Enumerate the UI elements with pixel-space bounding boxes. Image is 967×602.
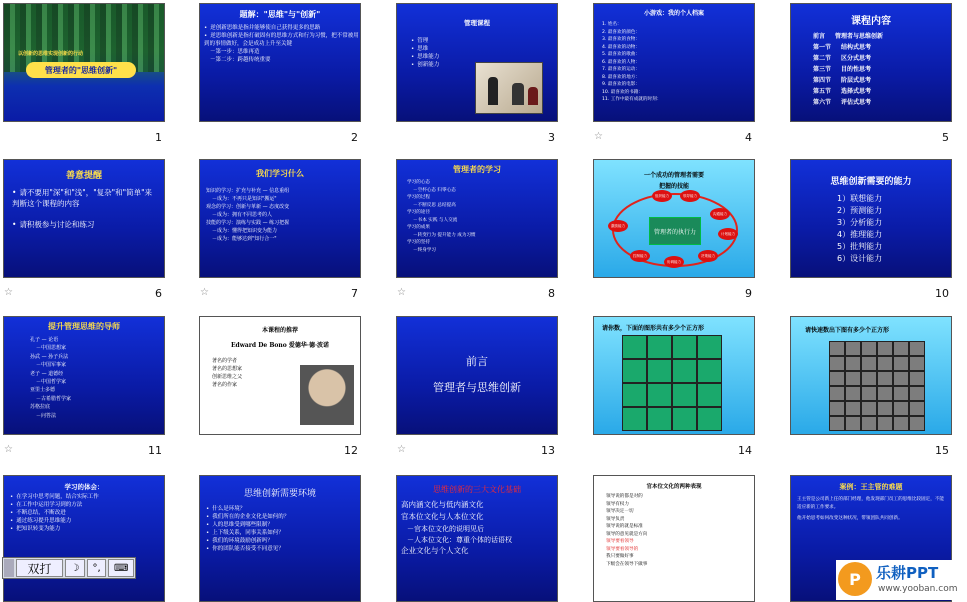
bullet: 企业文化与个人文化 bbox=[401, 546, 469, 555]
list-item: 2. 最喜欢的颜色： bbox=[602, 29, 641, 35]
bullet: • 不断总结，不断改进 bbox=[10, 509, 158, 517]
list-item: 领导的意见就是方向 bbox=[606, 531, 648, 537]
list-item: －中国哲学家 bbox=[36, 379, 67, 386]
meeting-photo bbox=[475, 62, 543, 114]
slide-title: 本课程的推荐 bbox=[261, 327, 298, 334]
ability-item: 3）分析能力 bbox=[837, 218, 883, 227]
list-item: －不断反思 总结提高 bbox=[413, 202, 456, 208]
square-grid bbox=[829, 341, 925, 431]
slide-title: 题解："思维"与"创新" bbox=[239, 10, 321, 19]
transition-icon[interactable]: ☆ bbox=[4, 287, 13, 298]
list-item: －转变行为 提升能力 成为习惯 bbox=[413, 232, 476, 238]
slide-thumbnail-1[interactable] bbox=[3, 3, 165, 122]
slide-title: 管理者的"思维创新" bbox=[26, 62, 136, 78]
slide-number: 14 bbox=[738, 444, 752, 457]
slide-title: 前言 bbox=[466, 355, 488, 368]
moon-icon[interactable]: ☽ bbox=[65, 559, 85, 577]
list-item: 6. 最喜欢的人物： bbox=[602, 59, 641, 65]
ime-toolbar[interactable] bbox=[2, 557, 136, 579]
bullet: • 逆思维创新是指打破固有的思维方式和行为习惯，把不常被用到的事情做好，会是成功上升至关键 bbox=[204, 32, 360, 48]
section-title: 阶层式思考 bbox=[841, 77, 872, 84]
slide-number: 15 bbox=[935, 444, 949, 457]
list-item: 4. 最喜欢的动物： bbox=[602, 44, 641, 50]
bullet: 创新思维之父 bbox=[212, 374, 243, 380]
section-title: 管理者与思维创新 bbox=[835, 33, 884, 40]
list-item: 技能的学习：演练与实践 — 练习把握 bbox=[206, 220, 290, 226]
list-item: 观念的学习：创新与革新 — 态度改变 bbox=[206, 204, 290, 210]
slide-subtitle: Edward De Bono 爱德华·德·波诺 bbox=[230, 342, 330, 349]
list-item: 7. 最喜欢的运动： bbox=[602, 67, 641, 72]
skill-node: 控制能力 bbox=[630, 250, 650, 262]
paragraph: 王主管是公司新上任的部门经理，他发现部门员工的思维比较固定，不能适应新的工作要求。 bbox=[797, 497, 945, 510]
skill-node: 组织能力 bbox=[652, 190, 672, 202]
list-item: 10. 最喜欢的书籍： bbox=[602, 89, 643, 95]
list-item: －成为：不再只是知识"搬运" bbox=[212, 196, 277, 202]
list-item: 孙武 — 孙子兵法 bbox=[30, 353, 69, 360]
slide-thumbnail-6[interactable] bbox=[3, 159, 165, 278]
list-item: －书本 实践 与人交流 bbox=[413, 217, 458, 223]
portrait-photo bbox=[300, 365, 354, 425]
section-label: 第三节 bbox=[813, 66, 832, 73]
list-item: －终身学习 bbox=[413, 247, 436, 253]
bullet: • 请积极参与讨论和练习 bbox=[12, 219, 156, 230]
slide-title: 小游戏：我的个人档案 bbox=[643, 10, 704, 17]
section-title: 选择式思考 bbox=[841, 88, 872, 95]
section-label: 第五节 bbox=[813, 88, 832, 95]
skill-node: 沟通能力 bbox=[710, 208, 730, 220]
transition-icon[interactable]: ☆ bbox=[594, 131, 603, 142]
list-item: 孔子 — 论语 bbox=[30, 337, 59, 343]
list-item: 学习的成果 bbox=[407, 225, 430, 230]
slide-number: 12 bbox=[344, 444, 358, 457]
slide-number: 7 bbox=[351, 287, 358, 300]
list-item: 3. 最喜欢的食物： bbox=[602, 37, 641, 42]
section-title: 结构式思考 bbox=[841, 44, 872, 51]
transition-icon[interactable]: ☆ bbox=[200, 287, 209, 298]
list-item: 领导说的都是对的 bbox=[606, 494, 643, 499]
slide-number: 10 bbox=[935, 287, 949, 300]
slide-thumbnail-9[interactable] bbox=[593, 159, 755, 278]
ability-item: 1）联想能力 bbox=[837, 194, 883, 203]
section-title: 目的性思考 bbox=[841, 66, 872, 73]
bullet: • 创新能力 bbox=[411, 61, 557, 69]
slide-number: 8 bbox=[548, 287, 555, 300]
slide-thumbnail-12[interactable] bbox=[199, 316, 361, 435]
slide-number: 1 bbox=[155, 131, 162, 144]
slide-title: 请快速数出下图有多少个正方形 bbox=[805, 327, 890, 334]
skill-node: 决策能力 bbox=[698, 250, 718, 262]
slide-number: 11 bbox=[148, 444, 162, 457]
bullet: 官本位文化与人本位文化 bbox=[401, 512, 484, 521]
transition-icon[interactable]: ☆ bbox=[397, 287, 406, 298]
bullet: 著名的思想家 bbox=[212, 366, 243, 372]
slide-thumbnail-14[interactable] bbox=[593, 316, 755, 435]
slide-thumbnail-19[interactable] bbox=[593, 475, 755, 602]
ability-item: 6）设计能力 bbox=[837, 254, 883, 263]
list-item: 亚里士多德 bbox=[30, 387, 56, 394]
section-title: 评估式思考 bbox=[841, 99, 872, 106]
sub-bullet: －第一步：思维再造 bbox=[210, 49, 260, 55]
slide-thumbnail-2[interactable] bbox=[199, 3, 361, 122]
list-item: 领导决定一切 bbox=[606, 509, 634, 514]
paragraph: 他开始思考如何改变这种状况，带领团队共同创新。 bbox=[797, 516, 903, 521]
slide-thumbnail-4[interactable] bbox=[593, 3, 755, 122]
bullet: • 上下级关系，同事关系如何？ bbox=[206, 529, 354, 537]
list-item: 领导负责 bbox=[606, 516, 625, 522]
bullet: 著名的学者 bbox=[212, 358, 238, 364]
bullet: • 思维 bbox=[411, 45, 557, 53]
list-item: 我只要做好事 bbox=[606, 554, 634, 559]
ability-item: 5）批判能力 bbox=[837, 242, 883, 251]
bullet: • 管理 bbox=[411, 37, 557, 45]
bullet: • 什么是环境？ bbox=[206, 505, 354, 513]
slide-number: 9 bbox=[745, 287, 752, 300]
watermark-logo bbox=[836, 560, 964, 600]
list-item: 学习的过程 bbox=[407, 195, 430, 200]
list-item: －中国思想家 bbox=[36, 345, 67, 352]
ability-item: 2）预测能力 bbox=[837, 206, 883, 215]
bullet: • 逆创新思维是指并能够使自己获得更多的思路 bbox=[204, 24, 360, 32]
list-item: 领导要看领导 bbox=[606, 539, 634, 544]
ability-item: 4）推理能力 bbox=[837, 230, 883, 239]
bullet: 高内涵文化与低内涵文化 bbox=[401, 500, 484, 509]
slide-title: 我们学习什么 bbox=[256, 169, 304, 178]
square-grid bbox=[622, 335, 722, 431]
slide-title: 官本位文化的两种表现 bbox=[646, 484, 702, 490]
bullet: • 通过练习提升思维能力 bbox=[10, 517, 158, 525]
skill-node: 协调能力 bbox=[664, 256, 684, 268]
section-label: 第一节 bbox=[813, 44, 832, 51]
slide-thumbnail-18[interactable] bbox=[396, 475, 558, 602]
list-item: 知识的学习：扩充与补充 — 信息重组 bbox=[206, 188, 290, 194]
slide-number: 13 bbox=[541, 444, 555, 457]
sub-bullet: －第二步：跨越传统重要 bbox=[210, 57, 271, 63]
bullet: • 在工作中运用学习到的方法 bbox=[10, 501, 158, 509]
list-item: 11. 工作中最有成就的时刻： bbox=[602, 97, 662, 102]
section-title: 区分式思考 bbox=[841, 55, 872, 62]
slide-title: 提升管理思维的导师 bbox=[48, 322, 120, 331]
slide-thumbnail-13[interactable] bbox=[396, 316, 558, 435]
list-item: 学习的心态 bbox=[407, 180, 430, 185]
slide-subtitle: 把握的技能 bbox=[658, 183, 689, 190]
bullet: • 在学习中思考问题，结合实际工作 bbox=[10, 493, 158, 501]
slide-title: 一个成功的管理者需要 bbox=[643, 172, 704, 179]
slide-number: 6 bbox=[155, 287, 162, 300]
keyboard-icon[interactable]: ⌨ bbox=[108, 559, 134, 577]
slide-thumbnail-5[interactable] bbox=[790, 3, 952, 122]
slide-thumbnail-17[interactable] bbox=[199, 475, 361, 602]
slide-subtitle: 管理者与思维创新 bbox=[433, 381, 521, 394]
sub-bullet: －官本位文化的说明见后 bbox=[407, 525, 484, 533]
slide-thumbnail-15[interactable] bbox=[790, 316, 952, 435]
bullet: • 你的团队能否接受不同意见？ bbox=[206, 545, 354, 553]
list-item: －空杯心态 归零心态 bbox=[413, 187, 456, 193]
slide-number: 3 bbox=[548, 131, 555, 144]
bullet: • 把知识转变为能力 bbox=[10, 525, 158, 533]
bullet: • 我们的环境鼓励创新吗？ bbox=[206, 537, 354, 545]
list-item: 学习的坚持 bbox=[407, 240, 430, 245]
slide-title: 请你数，下面的图形共有多少个正方形 bbox=[602, 325, 705, 332]
list-item: 8. 最喜欢的地方： bbox=[602, 74, 641, 80]
skill-node: 激励能力 bbox=[608, 220, 628, 232]
slide-thumbnail-16[interactable] bbox=[3, 475, 165, 602]
list-item: 9. 最喜欢的电影： bbox=[602, 82, 641, 87]
bullet: • 请不要用"深"和"浅"，"复杂"和"简单"来判断这个课程的内容 bbox=[12, 187, 156, 209]
section-label: 第六节 bbox=[813, 99, 832, 106]
slide-subtitle: 以创新的思维实现创新的行动 bbox=[18, 51, 84, 57]
ime-mode-button[interactable]: 双打 bbox=[16, 559, 63, 577]
list-item: 领导说的就是标准 bbox=[606, 524, 643, 529]
center-node: 管理者的执行力 bbox=[649, 217, 701, 245]
list-item: 苏格拉底 bbox=[30, 404, 51, 411]
slide-title: 管理课程 bbox=[464, 19, 490, 27]
skill-node: 计划能力 bbox=[718, 228, 738, 240]
slide-title: 善意提醒 bbox=[65, 171, 102, 181]
slide-title: 思维创新需要环境 bbox=[243, 489, 316, 499]
bullet: • 我们所在的企业文化是如何的？ bbox=[206, 513, 354, 521]
slide-thumbnail-7[interactable] bbox=[199, 159, 361, 278]
section-label: 第四节 bbox=[813, 77, 832, 84]
logo-url: www.yooban.com bbox=[878, 584, 958, 594]
list-item: 5. 最喜欢的歌曲： bbox=[602, 52, 641, 57]
slide-thumbnail-10[interactable] bbox=[790, 159, 952, 278]
slide-title: 课程内容 bbox=[851, 16, 891, 27]
slide-title: 管理者的学习 bbox=[453, 165, 501, 174]
transition-icon[interactable]: ☆ bbox=[4, 444, 13, 455]
transition-icon[interactable]: ☆ bbox=[397, 444, 406, 455]
list-item: 领导有权力 bbox=[606, 501, 629, 507]
list-item: －古希腊哲学家 bbox=[36, 395, 72, 402]
skill-node: 领导能力 bbox=[680, 190, 700, 202]
section-label: 前言 bbox=[813, 33, 826, 40]
slide-thumbnail-11[interactable] bbox=[3, 316, 165, 435]
slide-number: 5 bbox=[942, 131, 949, 144]
slide-thumbnail-3[interactable] bbox=[396, 3, 558, 122]
slide-number: 4 bbox=[745, 131, 752, 144]
list-item: 1. 姓名： bbox=[602, 22, 622, 27]
slide-title: 思维创新需要的能力 bbox=[830, 177, 912, 187]
logo-icon: P bbox=[838, 562, 872, 596]
section-label: 第二节 bbox=[813, 55, 832, 62]
slide-thumbnail-8[interactable] bbox=[396, 159, 558, 278]
bullet: 著名的作家 bbox=[212, 382, 238, 388]
bullet: • 思维能力 bbox=[411, 53, 557, 61]
bullet: • 人的思维受到哪些限制？ bbox=[206, 521, 354, 529]
list-item: －问答法 bbox=[36, 412, 57, 419]
logo-name: 乐耕PPT bbox=[876, 564, 939, 582]
list-item: 老子 — 道德经 bbox=[30, 370, 64, 377]
list-item: －成为：能够达到"知行合一" bbox=[212, 236, 277, 242]
list-item: 下级会在领导下做事 bbox=[606, 561, 648, 567]
punctuation-icon[interactable]: °, bbox=[87, 559, 107, 577]
list-item: －中国军事家 bbox=[36, 362, 67, 369]
slide-number: 2 bbox=[351, 131, 358, 144]
drag-handle[interactable] bbox=[4, 559, 14, 577]
slide-title: 学习的体会： bbox=[64, 483, 104, 491]
list-item: 领导要看领导的 bbox=[606, 546, 639, 552]
sub-bullet: －人本位文化：尊重个体的话语权 bbox=[407, 536, 512, 544]
list-item: 学习的途径 bbox=[407, 210, 430, 215]
slide-title: 思维创新的三大文化基础 bbox=[433, 485, 521, 494]
list-item: －成为：懂得把知识变为能力 bbox=[212, 228, 278, 234]
list-item: －成为：拥有不同思考的人 bbox=[212, 212, 273, 218]
slide-title: 案例：王主管的难题 bbox=[839, 483, 903, 491]
